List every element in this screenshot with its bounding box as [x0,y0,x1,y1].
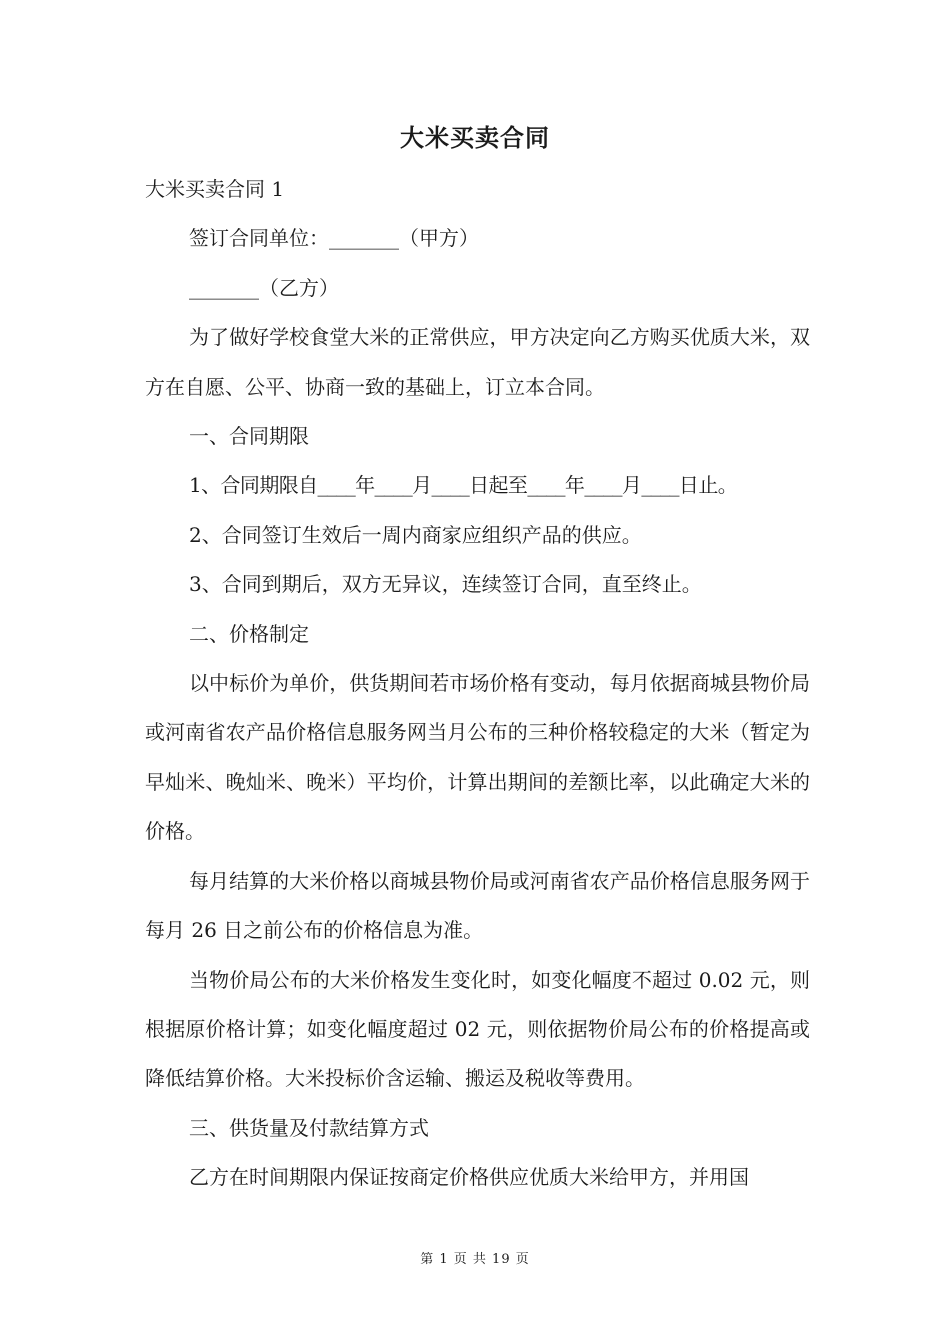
paragraph: _______（乙方） [189,275,339,300]
section-heading: 三、供货量及付款结算方式 [189,1115,429,1140]
paragraph: 3、合同到期后，双方无异议，连续签订合同，直至终止。 [189,572,702,597]
document-body [145,165,810,1203]
paragraph: 为了做好学校食堂大米的正常供应，甲方决定向乙方购买优质大米，双方在自愿、公平、协商一致的基础上，订立本合同。 [145,325,810,399]
paragraph: 大米买卖合同 1 [145,177,285,201]
paragraph: 2、合同签订生效后一周内商家应组织产品的供应。 [189,522,642,547]
paragraph: 当物价局公布的大米价格发生变化时，如变化幅度不超过 0.02 元，则根据原价格计算；如变化幅度超过 02 元，则依据物价局公布的价格提高或降低结算价格。大米投标价含运输、搬运及税收等费用。 [145,967,810,1091]
document-title: 大米买卖合同 [400,124,550,152]
paragraph: 乙方在时间期限内保证按商定价格供应优质大米给甲方，并用国 [189,1165,749,1190]
section-heading: 一、合同期限 [189,424,309,449]
paragraph: 以中标价为单价，供货期间若市场价格有变动，每月依据商城县物价局或河南省农产品价格信息服务网当月公布的三种价格较稳定的大米（暂定为早灿米、晚灿米、晚米）平均价，计算出期间的差额比率，以此确定大米的价格。 [145,671,810,844]
paragraph: 1、合同期限自____年____月____日起至____年____月____日止。 [189,473,738,498]
paragraph: 每月结算的大米价格以商城县物价局或河南省农产品价格信息服务网于每月 26 日之前公布的价格信息为准。 [145,868,810,943]
page-footer: 第 1 页 共 19 页 [420,1252,530,1267]
paragraph: 签订合同单位：_______（甲方） [189,226,479,251]
section-heading: 二、价格制定 [189,621,309,646]
